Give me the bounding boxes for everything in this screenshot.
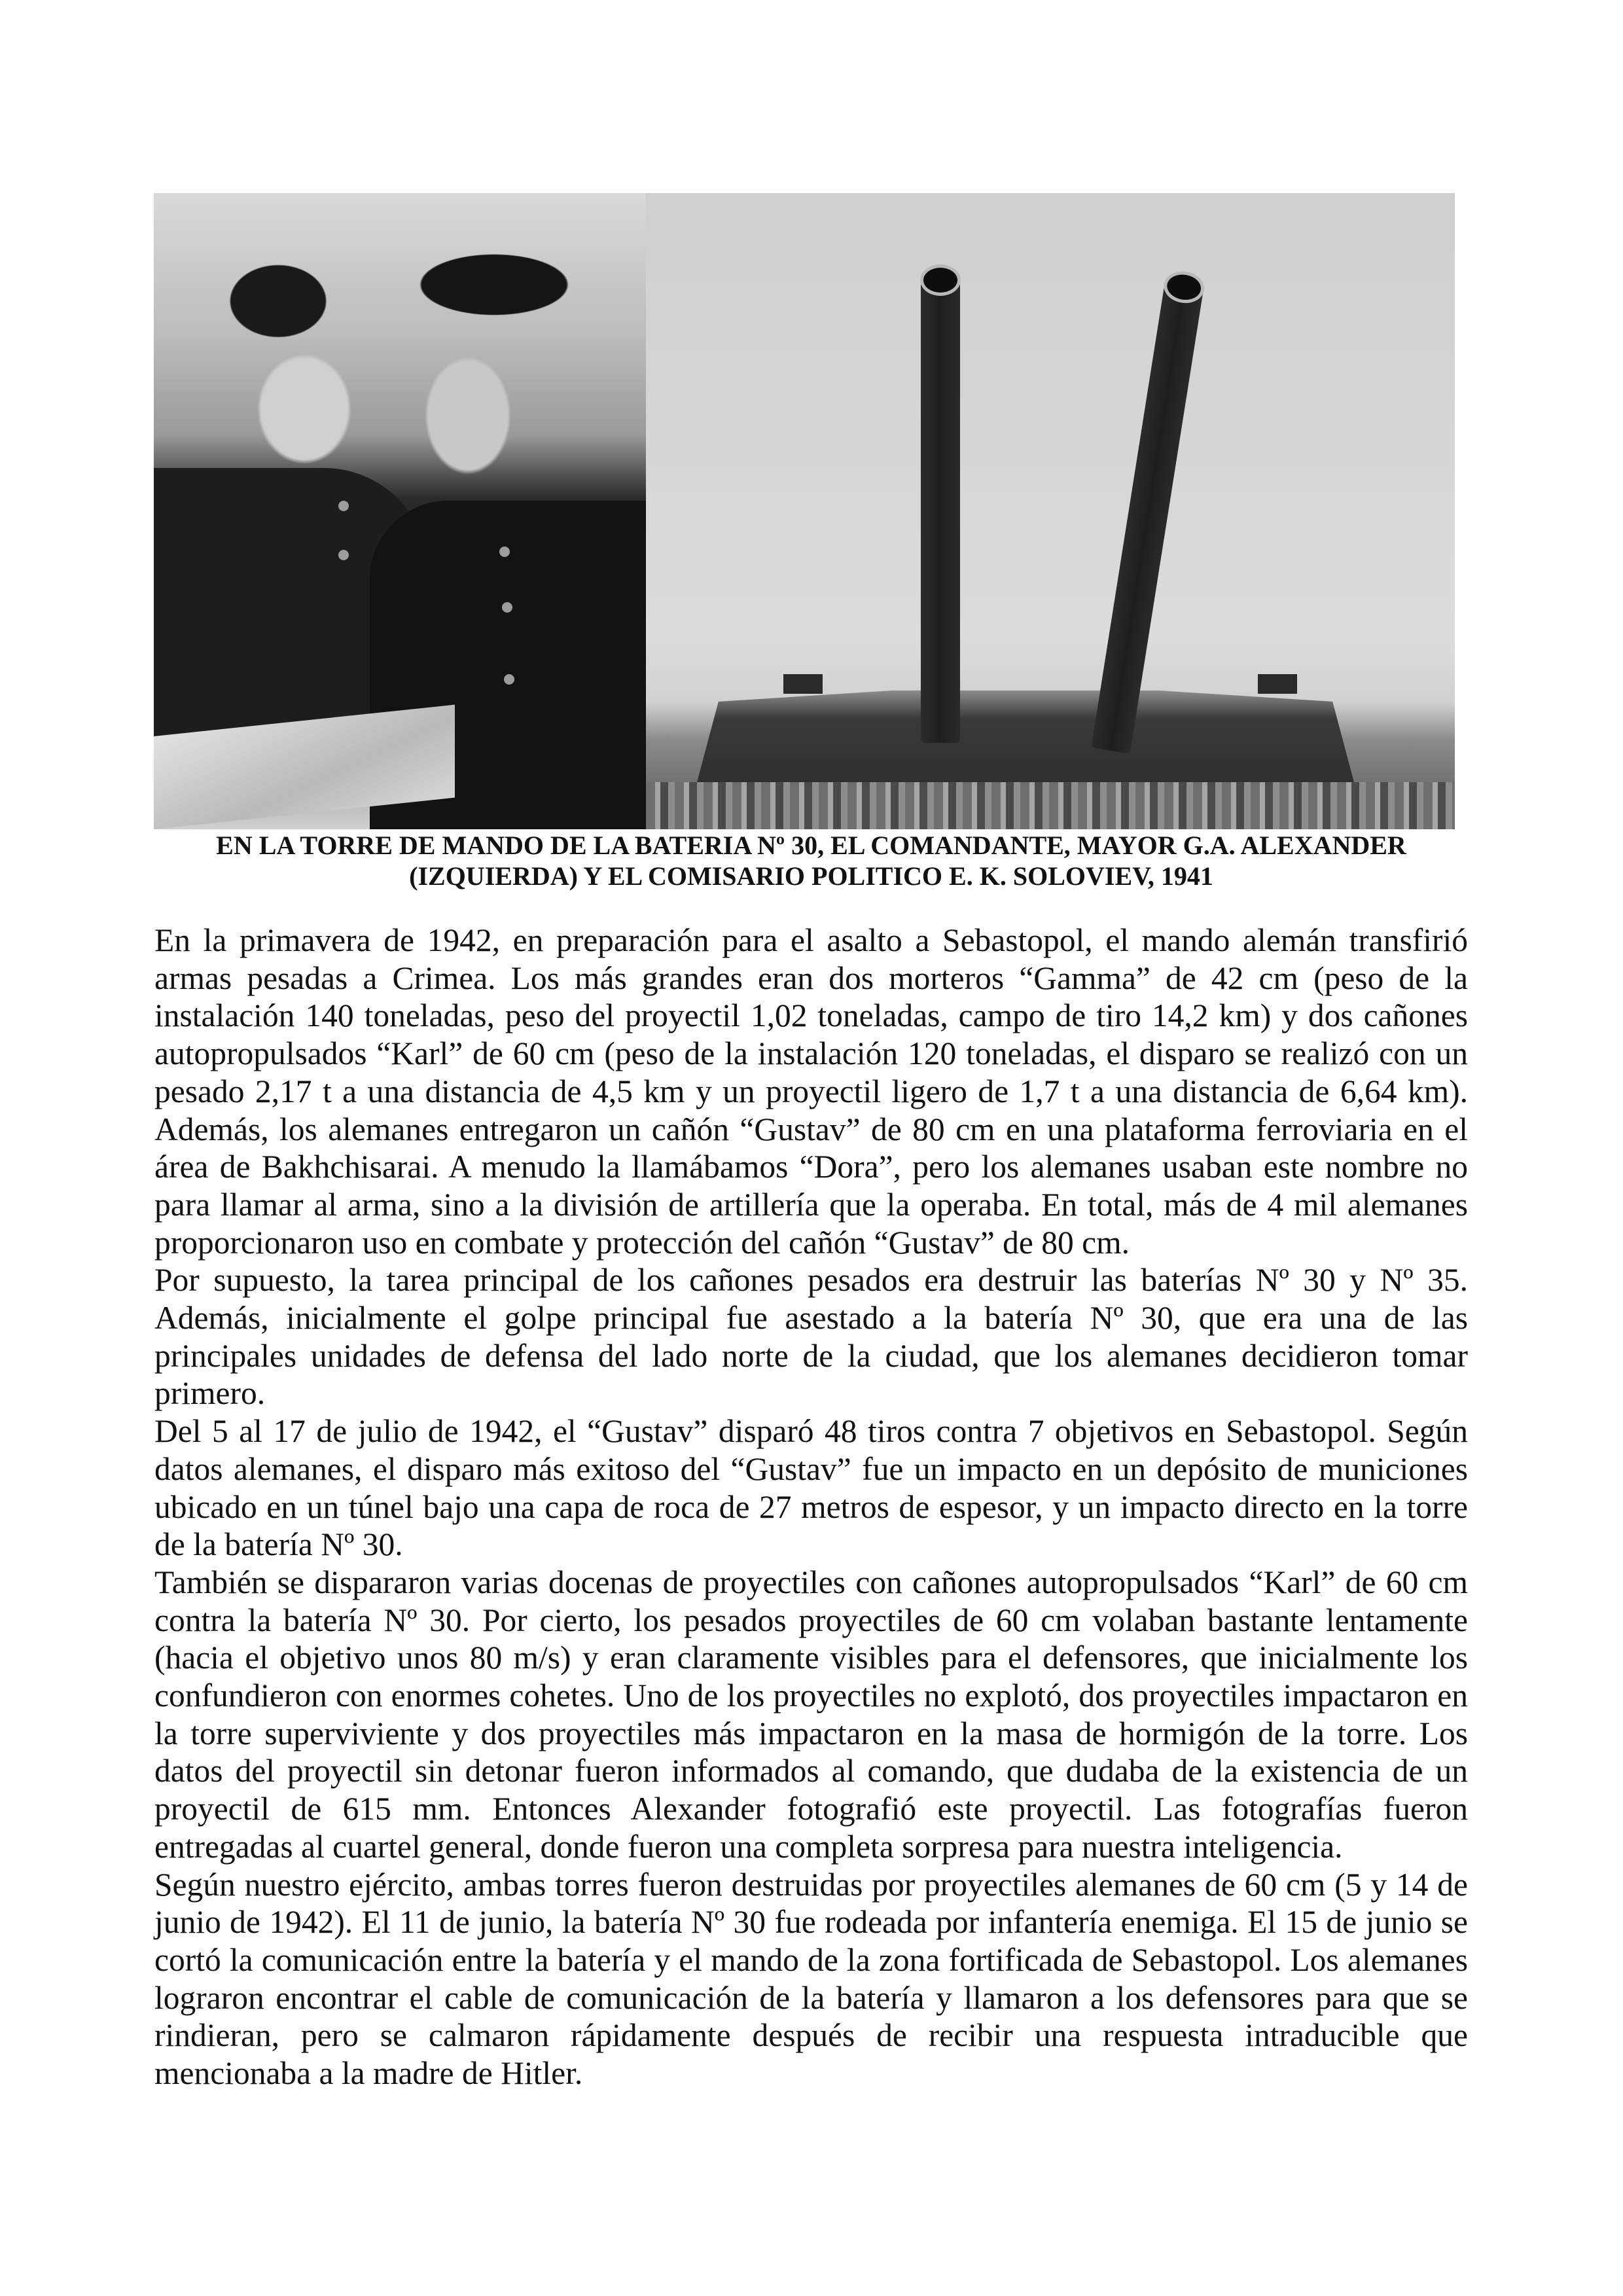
uniform-button [338,550,349,560]
photo-figure [154,193,1455,829]
uniform-button [504,674,514,685]
paragraph: En la primavera de 1942, en preparación para el asalto a Sebastopol, el mando alemán transfirió armas pesadas a Crimea. Los más grandes eran dos morteros “Gamma” de 42 cm (peso de la instalación 140 toneladas, peso del proyectil 1,02 toneladas, campo de tiro 14,2 km) y dos cañones autopropulsados “Karl” de 60 cm (peso de la instalación 120 toneladas, el disparo se realizó con un pesado 2,17 t a una distancia de 4,5 km y un proyectil ligero de 1,7 t a una distancia de 6,64 km). Además, los alemanes entregaron un cañón “Gustav” de 80 cm en una plataforma ferroviaria en el área de Bakhchisarai. A menudo la llamábamos “Dora”, pero los alemanes usaban este nombre no para llamar al arma, sino a la división de artillería que la operaba. En total, más de 4 mil alemanes proporcionaron uso en combate y protección del cañón “Gustav” de 80 cm. [154,922,1468,1261]
paragraph: Según nuestro ejército, ambas torres fueron destruidas por proyectiles alemanes de 60 cm (5 y 14 de junio de 1942). El 11 de junio, la batería Nº 30 fue rodeada por infantería enemiga. El 15 de junio se cortó la comunicación entre la batería y el mando de la zona fortificada de Sebastopol. Los alemanes lograron encontrar el cable de comunicación de la batería y llamaron a los defensores para que se rindieran, pero se calmaron rápidamente después de recibir una respuesta intraducible que mencionaba a la madre de Hitler. [154,1866,1468,2092]
turret-hatch [1258,674,1297,694]
paragraph: Por supuesto, la tarea principal de los cañones pesados era destruir las baterías Nº 30 y Nº 35. Además, inicialmente el golpe principal fue asestado a la batería Nº 30, que era una de las principales unidades de defensa del lado norte de la ciudad, que los alemanes decidieron tomar primero. [154,1262,1468,1412]
caption-line-1: EN LA TORRE DE MANDO DE LA BATERIA Nº 30, EL COMANDANTE, MAYOR G.A. ALEXANDER [216,831,1406,860]
figure-caption [154,830,1468,891]
uniform-button [338,501,349,511]
photo-gun-turret [646,193,1455,829]
paragraph: Del 5 al 17 de julio de 1942, el “Gustav” disparó 48 tiros contra 7 objetivos en Sebastopol. Según datos alemanes, el disparo más exitoso del “Gustav” fue un impacto en un depósito de municiones ubicado en un túnel bajo una capa de roca de 27 metros de espesor, y un impacto directo en la torre de la batería Nº 30. [154,1413,1468,1563]
muzzle [923,268,957,293]
body-text [154,922,1468,2092]
gun-barrel-right [1091,269,1205,753]
paragraph: También se dispararon varias docenas de proyectiles con cañones autopropulsados “Karl” de 60 cm contra la batería Nº 30. Por cierto, los pesados proyectiles de 60 cm volaban bastante lentamente (hacia el objetivo unos 80 m/s) y eran claramente visibles para el defensores, que inicialmente los confundieron con enormes cohetes. Uno de los proyectiles no explotó, dos proyectiles impactaron en la torre superviviente y dos proyectiles más impactaron en la masa de hormigón de la torre. Los datos del proyectil sin detonar fueron informados al comando, que dudaba de la existencia de un proyectil de 615 mm. Entonces Alexander fotografió este proyectil. Las fotografías fueron entregadas al cuartel general, donde fueron una completa sorpresa para nuestra inteligencia. [154,1564,1468,1865]
turret-hatch [783,674,823,694]
photo-officers [154,193,646,829]
gun-barrel-left [921,265,960,743]
rocky-ground [646,782,1455,829]
uniform-button [502,602,512,613]
muzzle [1166,272,1203,302]
uniform-button [499,547,510,557]
caption-line-2: (IZQUIERDA) Y EL COMISARIO POLITICO E. K. SOLOVIEV, 1941 [409,861,1213,891]
